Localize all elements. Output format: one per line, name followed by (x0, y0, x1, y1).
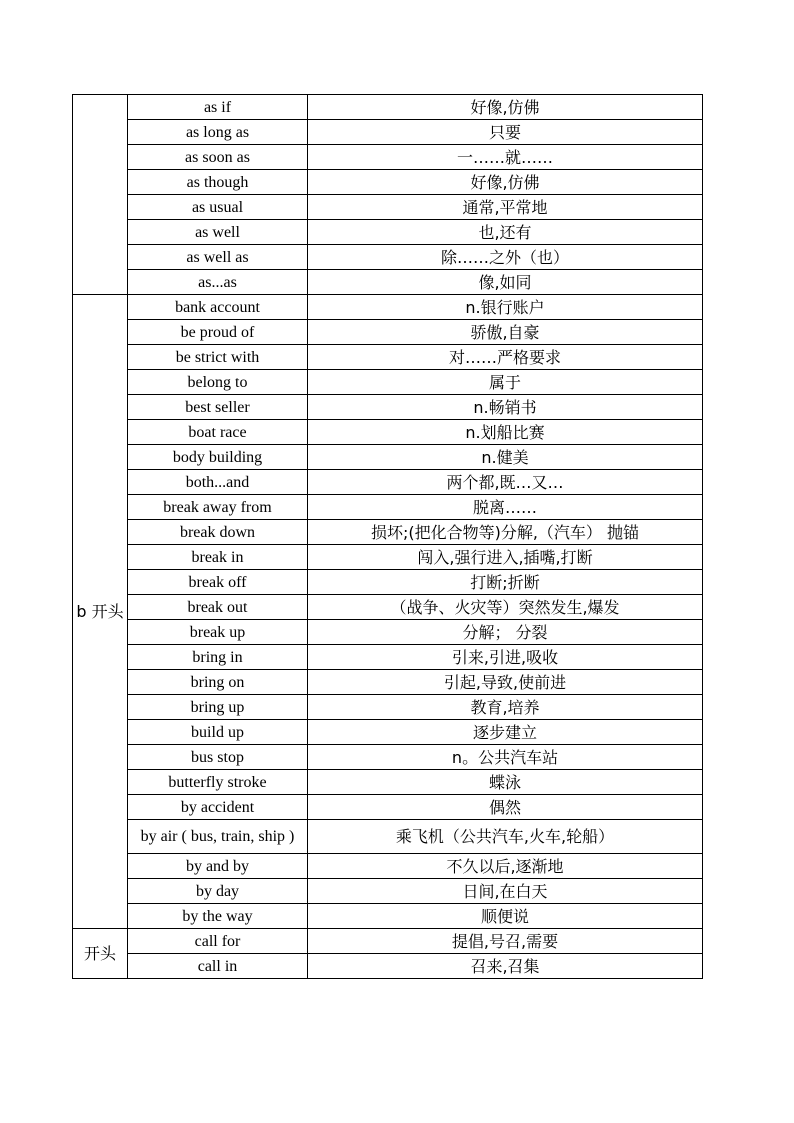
phrase-cell: bring up (128, 695, 308, 720)
group-label: 开头 (73, 929, 128, 979)
phrase-cell: as though (128, 170, 308, 195)
phrase-cell: as usual (128, 195, 308, 220)
table-row (73, 270, 703, 295)
meaning-cell: 不久以后,逐渐地 (308, 854, 703, 879)
table-row (73, 295, 703, 320)
table-row (73, 395, 703, 420)
phrase-cell: by day (128, 879, 308, 904)
table-row (73, 695, 703, 720)
phrase-cell: break in (128, 545, 308, 570)
table-row (73, 795, 703, 820)
phrase-cell: break up (128, 620, 308, 645)
table-row (73, 120, 703, 145)
table-row (73, 220, 703, 245)
meaning-cell: n。公共汽车站 (308, 745, 703, 770)
table-row (73, 670, 703, 695)
phrase-cell: break down (128, 520, 308, 545)
meaning-cell: 提倡,号召,需要 (308, 929, 703, 954)
vocabulary-table (72, 94, 703, 979)
phrase-cell: bank account (128, 295, 308, 320)
meaning-cell: 也,还有 (308, 220, 703, 245)
phrase-cell: by accident (128, 795, 308, 820)
meaning-cell: 只要 (308, 120, 703, 145)
meaning-cell: 分解； 分裂 (308, 620, 703, 645)
phrase-cell: break off (128, 570, 308, 595)
meaning-cell: 一……就…… (308, 145, 703, 170)
phrase-cell: break away from (128, 495, 308, 520)
phrase-cell: be strict with (128, 345, 308, 370)
meaning-cell: n.银行账户 (308, 295, 703, 320)
table-row (73, 520, 703, 545)
phrase-cell: both...and (128, 470, 308, 495)
table-row (73, 854, 703, 879)
table-row (73, 954, 703, 979)
meaning-cell: 好像,仿佛 (308, 170, 703, 195)
table-row (73, 445, 703, 470)
table-row (73, 345, 703, 370)
vocabulary-table-body (73, 95, 703, 979)
meaning-cell: 脱离…… (308, 495, 703, 520)
phrase-cell: call for (128, 929, 308, 954)
table-row (73, 370, 703, 395)
meaning-cell: 损坏;(把化合物等)分解,（汽车） 抛锚 (308, 520, 703, 545)
meaning-cell: 乘飞机（公共汽车,火车,轮船） (308, 820, 703, 854)
table-row (73, 720, 703, 745)
table-row (73, 595, 703, 620)
phrase-cell: belong to (128, 370, 308, 395)
meaning-cell: （战争、火灾等）突然发生,爆发 (308, 595, 703, 620)
meaning-cell: 除……之外（也） (308, 245, 703, 270)
table-row (73, 820, 703, 854)
phrase-cell: call in (128, 954, 308, 979)
meaning-cell: 引来,引进,吸收 (308, 645, 703, 670)
meaning-cell: 对……严格要求 (308, 345, 703, 370)
phrase-cell: body building (128, 445, 308, 470)
table-row (73, 320, 703, 345)
table-row (73, 470, 703, 495)
meaning-cell: 蝶泳 (308, 770, 703, 795)
phrase-cell: by the way (128, 904, 308, 929)
group-label (73, 95, 128, 295)
table-row (73, 929, 703, 954)
meaning-cell: 属于 (308, 370, 703, 395)
meaning-cell: 偶然 (308, 795, 703, 820)
table-row (73, 645, 703, 670)
group-label: b 开头 (73, 295, 128, 929)
meaning-cell: 引起,导致,使前进 (308, 670, 703, 695)
table-row (73, 745, 703, 770)
phrase-cell: best seller (128, 395, 308, 420)
phrase-cell: butterfly stroke (128, 770, 308, 795)
phrase-cell: bus stop (128, 745, 308, 770)
table-row (73, 170, 703, 195)
meaning-cell: 日间,在白天 (308, 879, 703, 904)
phrase-cell: as well (128, 220, 308, 245)
meaning-cell: n.健美 (308, 445, 703, 470)
phrase-cell: bring on (128, 670, 308, 695)
phrase-cell: by air ( bus, train, ship ) (128, 820, 308, 854)
meaning-cell: 两个都,既…又… (308, 470, 703, 495)
meaning-cell: 好像,仿佛 (308, 95, 703, 120)
meaning-cell: 通常,平常地 (308, 195, 703, 220)
meaning-cell: 逐步建立 (308, 720, 703, 745)
meaning-cell: 闯入,强行进入,插嘴,打断 (308, 545, 703, 570)
meaning-cell: 骄傲,自豪 (308, 320, 703, 345)
phrase-cell: as soon as (128, 145, 308, 170)
table-row (73, 195, 703, 220)
phrase-cell: as if (128, 95, 308, 120)
table-row (73, 495, 703, 520)
meaning-cell: n.划船比赛 (308, 420, 703, 445)
phrase-cell: build up (128, 720, 308, 745)
meaning-cell: n.畅销书 (308, 395, 703, 420)
table-row (73, 620, 703, 645)
table-row (73, 95, 703, 120)
table-row (73, 904, 703, 929)
table-row (73, 545, 703, 570)
table-row (73, 770, 703, 795)
meaning-cell: 像,如同 (308, 270, 703, 295)
table-row (73, 420, 703, 445)
meaning-cell: 打断;折断 (308, 570, 703, 595)
table-row (73, 245, 703, 270)
table-row (73, 879, 703, 904)
phrase-cell: bring in (128, 645, 308, 670)
phrase-cell: be proud of (128, 320, 308, 345)
phrase-cell: break out (128, 595, 308, 620)
meaning-cell: 教育,培养 (308, 695, 703, 720)
phrase-cell: boat race (128, 420, 308, 445)
table-row (73, 145, 703, 170)
meaning-cell: 召来,召集 (308, 954, 703, 979)
phrase-cell: by and by (128, 854, 308, 879)
phrase-cell: as well as (128, 245, 308, 270)
phrase-cell: as...as (128, 270, 308, 295)
meaning-cell: 顺便说 (308, 904, 703, 929)
table-row (73, 570, 703, 595)
phrase-cell: as long as (128, 120, 308, 145)
